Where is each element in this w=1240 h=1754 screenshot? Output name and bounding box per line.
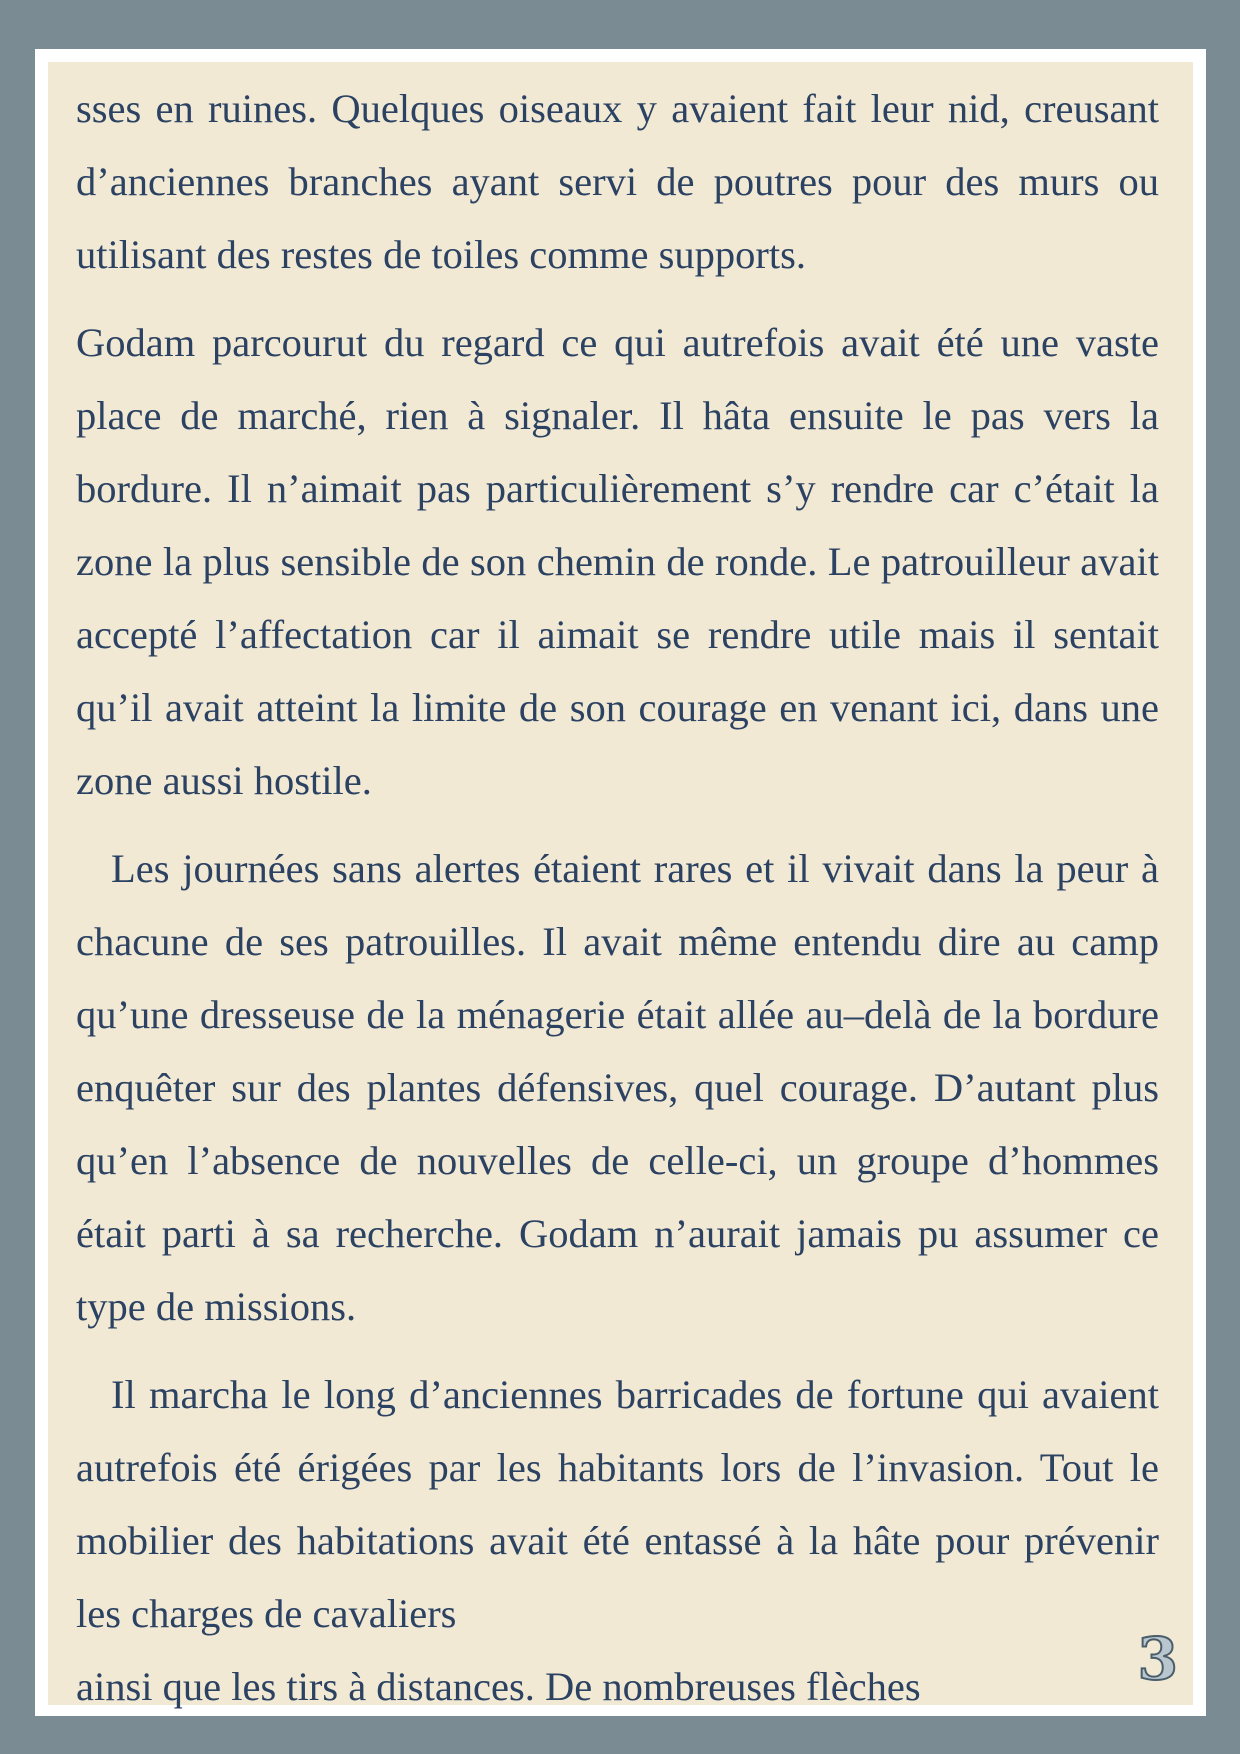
paragraph-4-continued: ainsi que les tirs à distances. De nombreuses flèches <box>76 1664 921 1709</box>
paragraph-4: Il marcha le long d’anciennes barricades de fortune qui avaient autrefois été érigées par les habitants lors de l’invasion. Tout le mobilier des habitations avait été entassé à la hâte pour prévenir les charges de cavaliers <box>76 1372 1159 1636</box>
paragraph-3: Les journées sans alertes étaient rares et il vivait dans la peur à chacune de ses patrouilles. Il avait même entendu dire au camp qu’une dresseuse de la ménagerie était allée au–delà de la bordure enquêter sur des plantes défensives, quel courage. D’autant plus qu’en l’absence de nouvelles de celle-ci, un groupe d’hommes était parti à sa recherche. Godam n’aurait jamais pu assumer ce type de missions. <box>76 846 1159 1329</box>
body-text <box>76 72 1159 1723</box>
page-number: 3 <box>1137 1625 1178 1693</box>
paragraph-2: Godam parcourut du regard ce qui autrefois avait été une vaste place de marché, rien à signaler. Il hâta ensuite le pas vers la bordure. Il n’aimait pas particulièrement s’y rendre car c’était la zone la plus sensible de son chemin de ronde. Le patrouilleur avait accepté l’affectation car il aimait se rendre utile mais il sentait qu’il avait atteint la limite de son courage en venant ici, dans une zone aussi hostile. <box>76 320 1159 803</box>
paragraph-1: sses en ruines. Quelques oiseaux y avaient fait leur nid, creusant d’anciennes branches ayant servi de poutres pour des murs ou utilisant des restes de toiles comme supports. <box>76 86 1159 277</box>
